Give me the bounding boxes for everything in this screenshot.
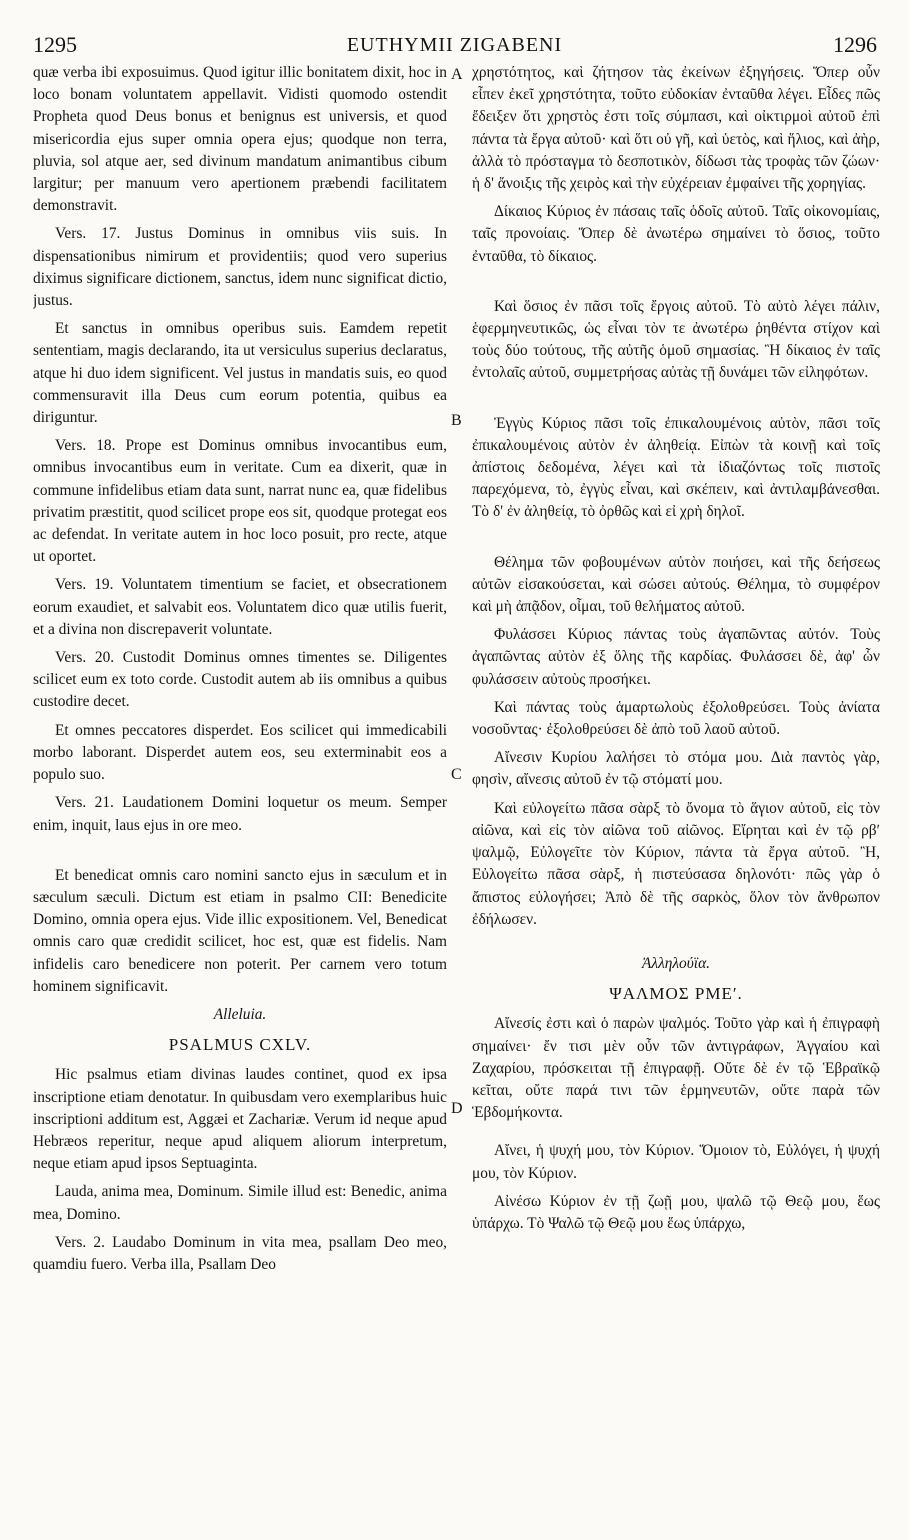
paragraph: Hic psalmus etiam divinas laudes continet, quod ex ipsa inscriptione etiam denotatur. In quibusdam vero exemplaribus huic inscriptioni additum est, Aggæi et Zachariæ. Verum id neque apud Hebræos reperitur, neque apud aliquem aliorum interpretum, neque etiam apud ipsos Septuaginta. <box>33 1066 447 1173</box>
paragraph: Et sanctus in omnibus operibus suis. Eamdem repetit sententiam, magis declarando, ita ut versiculus superius declaratus, atque hi duo idem significent. Vel justus in mandatis suis, eo quod commensuravit illa Deus cum eorum potentia, quibus ea diriguntur. <box>33 320 447 427</box>
paragraph: Vers. 20. Custodit Dominus omnes timentes se. Diligentes scilicet eum ex toto corde. Custodit autem ab iis omnibus a quibus custodire decet. <box>33 649 447 711</box>
spacer <box>472 937 880 947</box>
paragraph: Vers. 17. Justus Dominus in omnibus viis suis. In dispensationibus nimirum et providentiis; quod vero superius diximus significare dictionem, sanctus, idem nunc significat dictio, justus. <box>33 225 447 310</box>
alleluia-line: Ἀλληλούϊα. <box>642 954 710 972</box>
margin-letter-d: D <box>451 1100 463 1117</box>
paragraph: Vers. 2. Laudabo Dominum in vita mea, psallam Deo meo, quamdiu fuero. Verba illa, Psallam Deo <box>33 1233 447 1273</box>
paragraph: Αἴνεσίς ἐστι καὶ ὁ παρὼν ψαλμός. Τοῦτο γὰρ καὶ ἡ ἐπιγραφὴ σημαίνει· ἔν τισι μὲν οὖν τῶν ἀντιγράφων, Ἀγγαίου καὶ Ζαχαρίου, πρόσκειται τῇ ἐπιγραφῇ. Οὔτε δὲ ἐν τῷ Ἑβραϊκῷ κεῖται, οὔτε παρά τινι τῶν ἑρμηνευτῶν, οὔτε παρὰ τῶν Ἑβδομήκοντα. <box>472 1015 880 1122</box>
paragraph: Καὶ ὅσιος ἐν πᾶσι τοῖς ἔργοις αὐτοῦ. Τὸ αὐτὸ λέγει πάλιν, ἑφερμηνευτικῶς, ὡς εἶναι τὸν τε ἀνωτέρω ῥηθέντα στίχον καὶ τοὺς δύο τούτους, τῆς αὐτῆς ὁμοῦ σημασίας. Ἢ δίκαιος ἐν ταῖς ἐντολαῖς αὐτοῦ, συμμετρήσας αὐτὰς τῇ δυνάμει τῶν εἰληφότων. <box>472 297 880 382</box>
margin-letter-c: C <box>451 766 462 783</box>
paragraph: Αἰνέσω Κύριον ἐν τῇ ζωῇ μου, ψαλῶ τῷ Θεῷ μου, ἕως ὑπάρχω. Τὸ Ψαλῶ τῷ Θεῷ μου ἕως ὑπάρχω, <box>472 1192 880 1232</box>
paragraph: Ἐγγὺς Κύριος πᾶσι τοῖς ἐπικαλουμένοις αὐτὸν, πᾶσι τοῖς ἐπικαλουμένοις αὐτὸν ἐν ἀληθείᾳ. Εἰπὼν τὰ κοινῇ καὶ τοῖς ἀπίστοις δεδομένα, λέγει καὶ τὰ ἰδιαζόντως τοῖς πιστοῖς παρεχόμενα, τὸ, ἐγγὺς εἶναι, καὶ σκέπειν, καὶ ἀντιλαμβάνεσθαι. Τὸ δ' ἐν ἀληθείᾳ, τὸ ὀρθῶς καὶ εἰ χρὴ δηλοῖ. <box>472 414 880 521</box>
paragraph: Καὶ εὐλογείτω πᾶσα σὰρξ τὸ ὄνομα τὸ ἅγιον αὐτοῦ, εἰς τὸν αἰῶνα, καὶ εἰς τὸν αἰῶνα τοῦ αἰῶνος. Εἴρηται καὶ ἐν τῷ ρβʹ ψαλμῷ, Εὐλογεῖτε τὸν Κύριον, πάντα τὰ ἔργα αὐτοῦ. Ἢ, Εὐλογείτω πᾶσα σὰρξ, ἡ πιστεύσασα δηλονότι· πῶς γὰρ ὁ ἄπιστος εὐλογήσει; Ἀπὸ δὲ τῆς σαρκὸς, ὅλον τὸν ἄνθρωπον ἐδήλωσεν. <box>472 799 880 928</box>
latin-column <box>33 62 447 1532</box>
paragraph: Φυλάσσει Κύριος πάντας τοὺς ἀγαπῶντας αὐτόν. Τοὺς ἀγαπῶντας αὐτὸν ἐξ ὅλης τῆς καρδίας. Φυλάσσει δὲ, ἀφ' ὧν φυλάσσειν αὐτοὺς προσήκει. <box>472 626 880 688</box>
spacer <box>472 530 880 552</box>
alleluia-line: Alleluia. <box>213 1005 267 1023</box>
spacer <box>472 1130 880 1140</box>
greek-column <box>472 62 880 1532</box>
paragraph: Αἴνεσιν Κυρίου λαλήσει τὸ στόμα μου. Διὰ παντὸς γὰρ, φησὶν, αἴνεσις αὐτοῦ ἐν τῷ στόματί μου. <box>472 749 880 789</box>
paragraph: Lauda, anima mea, Dominum. Simile illud est: Benedic, anima mea, Domino. <box>33 1183 447 1223</box>
paragraph: Θέλημα τῶν φοβουμένων αὐτὸν ποιήσει, καὶ τῆς δεήσεως αὐτῶν εἰσακούσεται, καὶ σώσει αὐτούς. Θέλημα, τὸ συμφέρον καὶ μὴ ἀπᾷδον, οἶμαι, τοῦ θελήματος αὐτοῦ. <box>472 553 880 616</box>
paragraph: Vers. 19. Voluntatem timentium se faciet, et obsecrationem eorum exaudiet, et salvabit eos. Voluntatem dico quæ utilis fuerit, et a divina non discrepaverit voluntate. <box>33 576 447 638</box>
psalm-heading: ΨΑΛΜΟΣ ΡΜΕʹ. <box>609 984 743 1004</box>
paragraph: Αἴνει, ἡ ψυχή μου, τὸν Κύριον. Ὅμοιον τὸ, Εὐλόγει, ἡ ψυχή μου, τὸν Κύριον. <box>472 1142 880 1182</box>
margin-letter-a: A <box>451 66 463 83</box>
spacer <box>472 274 880 296</box>
paragraph: Vers. 18. Prope est Dominus omnibus invocantibus eum, omnibus invocantibus eum in veritate. Cum ea dixerit, quæ in commune infidelibus etiam data sunt, narrat nunc ea, quæ fidelibus privatim præstitit, quod scilicet prope eos sit, quodque protegat eos ac defendat. In veritate autem in hoc loco posuit, pro recte, atque ut oportet. <box>33 437 447 566</box>
paragraph: Δίκαιος Κύριος ἐν πάσαις ταῖς ὁδοῖς αὐτοῦ. Ταῖς οἰκονομίαις, ταῖς προνοίαις. Ὅπερ δὲ ἀνωτέρω σημαίνει τὸ ὅσιος, τοῦτο ἐνταῦθα, τὸ δίκαιος. <box>472 203 880 265</box>
psalm-heading: PSALMUS CXLV. <box>168 1035 312 1055</box>
paragraph: Καὶ πάντας τοὺς ἁμαρτωλοὺς ἐξολοθρεύσει. Τοὺς ἀνίατα νοσοῦντας· ἐξολοθρεύσει δὲ ἀπὸ τοῦ λαοῦ αὐτοῦ. <box>472 698 880 739</box>
paragraph: Et benedicat omnis caro nomini sancto ejus in sæculum et in sæculum sæculi. Dictum est etiam in psalmo CII: Benedicite Domino, omnia opera ejus. Vide illic expositionem. Vel, Benedicat omnis caro quæ credidit scilicet, hoc est, quæ est fidelis. Nam infidelis caro benedicere non poterit. Per carnem vero totum hominem significavit. <box>33 866 447 995</box>
spacer <box>33 843 447 865</box>
paragraph: quæ verba ibi exposuimus. Quod igitur illic bonitatem dixit, hoc in loco bonam voluntatem appellavit. Vidisti quomodo ostendit Propheta quod Deus bonus et benignus est universis, et quod misericordia ejus super omnia opera ejus; quodque non terra, pluvia, sol atque aer, sed divinum mandatum animantibus cibum largitur; per manuum vero apertionem præbendi facilitatem demonstravit. <box>33 64 447 215</box>
page-number-left: 1295 <box>33 32 77 57</box>
running-title: EUTHYMII ZIGABENI <box>346 34 563 56</box>
running-header <box>0 32 909 62</box>
paragraph: Vers. 21. Laudationem Domini loquetur os meum. Semper enim, inquit, laus ejus in ore meo. <box>33 794 447 834</box>
paragraph: Et omnes peccatores disperdet. Eos scilicet qui immedicabili morbo laborant. Disperdet autem eos, seu exterminabit eos a populo suo. <box>33 721 447 784</box>
paragraph: χρηστότητος, καὶ ζήτησον τὰς ἐκείνων ἐξηγήσεις. Ὅπερ οὖν εἶπεν ἐκεῖ χρηστότητα, τοῦτο εὐδοκίαν ἐνταῦθα λέγει. Εἶδες πῶς ἔδειξεν ὅτι χρηστὸς ἐστι τοῖς σύμπασι, καὶ οἰκτιρμοὶ αὐτοῦ ἐπὶ πάντα τὰ ἔργα αὐτοῦ· καὶ ὅτι οὐ γῆ, καὶ ὑετὸς, καὶ ἥλιος, καὶ ἀὴρ, ἀλλὰ τὸ πρόσταγμα τὸ δεσποτικὸν, δίδωσι τὰς τροφὰς τῶν ζώων· ἡ δ' ἄνοιξις τῆς χειρὸς καὶ τὴν εὐχέρειαν ἐμφαίνει τῆς χορηγίας. <box>472 64 880 193</box>
margin-letter-b: B <box>451 412 462 429</box>
spacer <box>472 391 880 413</box>
page-number-right: 1296 <box>833 32 877 57</box>
